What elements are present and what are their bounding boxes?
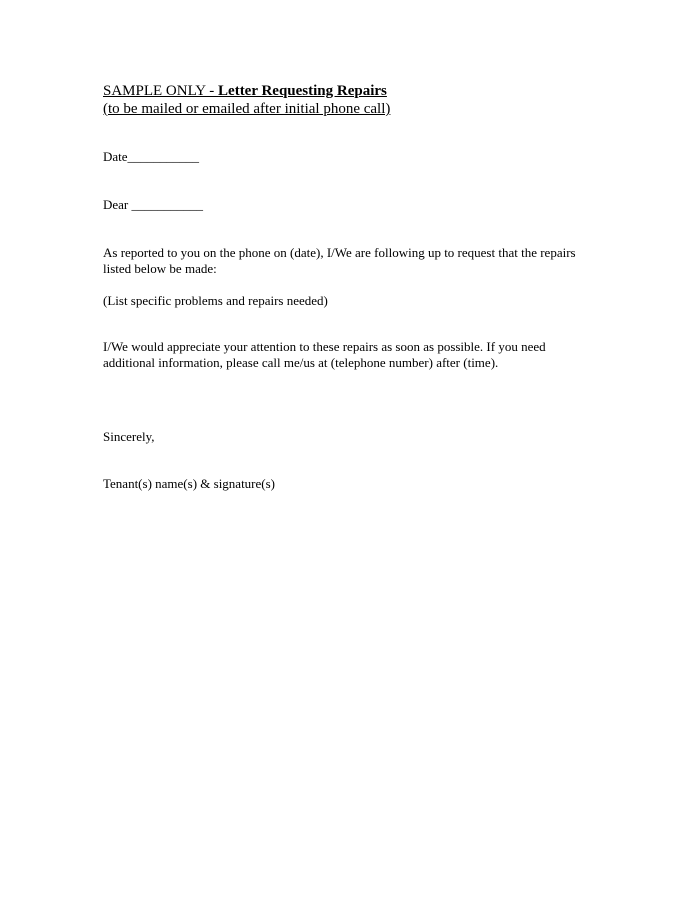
- signature-line: Tenant(s) name(s) & signature(s): [103, 476, 276, 491]
- letter-subtitle: (to be mailed or emailed after initial phone call): [103, 101, 391, 117]
- report-paragraph: As reported to you on the phone on (date), I/We are following up to request that the repairs listed below be made:: [103, 245, 576, 276]
- appreciation-paragraph: I/We would appreciate your attention to these repairs as soon as possible. If you need additional information, please call me/us at (telephone number) after (time).: [103, 339, 546, 370]
- title-prefix: SAMPLE ONLY -: [103, 83, 219, 99]
- title-main: Letter Requesting Repairs: [218, 83, 387, 99]
- closing-line: Sincerely,: [103, 429, 155, 444]
- repairs-list-placeholder: (List specific problems and repairs needed): [103, 293, 328, 308]
- letter-title: [103, 82, 593, 100]
- salutation-line: Dear ___________: [103, 197, 204, 212]
- date-line: Date___________: [103, 149, 200, 164]
- letter-body: [103, 82, 593, 492]
